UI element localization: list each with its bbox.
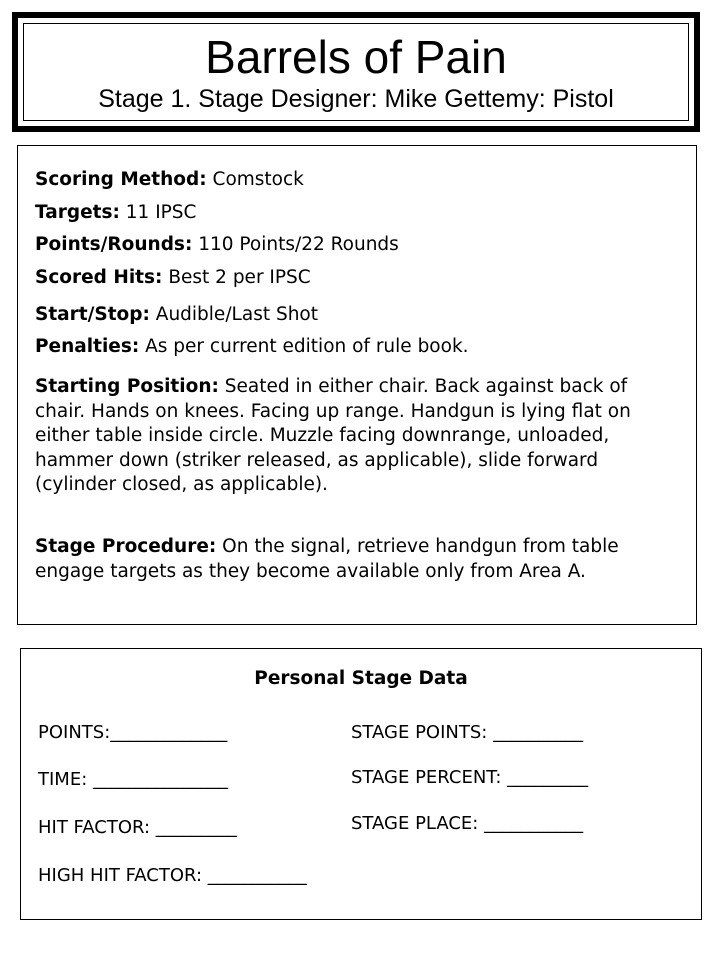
time-field: TIME: _______________: [38, 769, 228, 790]
stage-subtitle: Stage 1. Stage Designer: Mike Gettemy: Pistol: [98, 85, 614, 113]
targets-value: 11 IPSC: [119, 202, 197, 223]
title-inner: [23, 23, 689, 121]
scored-hits-value: Best 2 per IPSC: [162, 267, 311, 288]
start-stop-line: [35, 303, 318, 327]
personal-stage-data-title: Personal Stage Data: [254, 668, 468, 689]
starting-position-label: Starting Position:: [35, 376, 219, 397]
stage-place-field: STAGE PLACE: ___________: [351, 813, 584, 834]
points-rounds-value: 110 Points/22 Rounds: [192, 234, 399, 255]
stage-title: Barrels of Pain: [205, 31, 507, 83]
penalties-line: [35, 335, 469, 359]
targets-line: [35, 201, 196, 225]
hit-factor-field: HIT FACTOR: _________: [38, 817, 237, 838]
scored-hits-line: [35, 266, 311, 290]
starting-position-paragraph: [35, 375, 675, 498]
title-box: [12, 12, 700, 132]
high-hit-factor-field: HIGH HIT FACTOR: ___________: [38, 865, 307, 886]
stage-procedure-paragraph: [35, 535, 675, 584]
stage-points-field: STAGE POINTS: __________: [351, 722, 584, 743]
personal-stage-data-box: [20, 648, 702, 920]
scoring-method-label: Scoring Method:: [35, 169, 207, 190]
scored-hits-label: Scored Hits:: [35, 267, 163, 288]
points-rounds-line: [35, 233, 399, 257]
penalties-value: As per current edition of rule book.: [139, 336, 469, 357]
start-stop-value: Audible/Last Shot: [149, 304, 319, 325]
starting-position-value: Seated in either chair. Back against back of chair. Hands on knees. Facing up range. Handgun is lying flat on either table inside circle. Muzzle facing downrange, unloaded, hammer down (striker released, as applicable), slide forward (cylinder closed, as applicable).: [35, 376, 631, 495]
stage-procedure-label: Stage Procedure:: [35, 536, 217, 557]
stage-info-box: [17, 145, 697, 625]
start-stop-label: Start/Stop:: [35, 304, 150, 325]
points-rounds-label: Points/Rounds:: [35, 234, 193, 255]
points-field: POINTS:_____________: [38, 722, 228, 743]
scoring-method-line: [35, 168, 304, 192]
scoring-method-value: Comstock: [206, 169, 304, 190]
stage-procedure-value: On the signal, retrieve handgun from table engage targets as they become available only from Area A.: [35, 536, 619, 582]
penalties-label: Penalties:: [35, 336, 140, 357]
stage-percent-field: STAGE PERCENT: _________: [351, 767, 589, 788]
targets-label: Targets:: [35, 202, 120, 223]
